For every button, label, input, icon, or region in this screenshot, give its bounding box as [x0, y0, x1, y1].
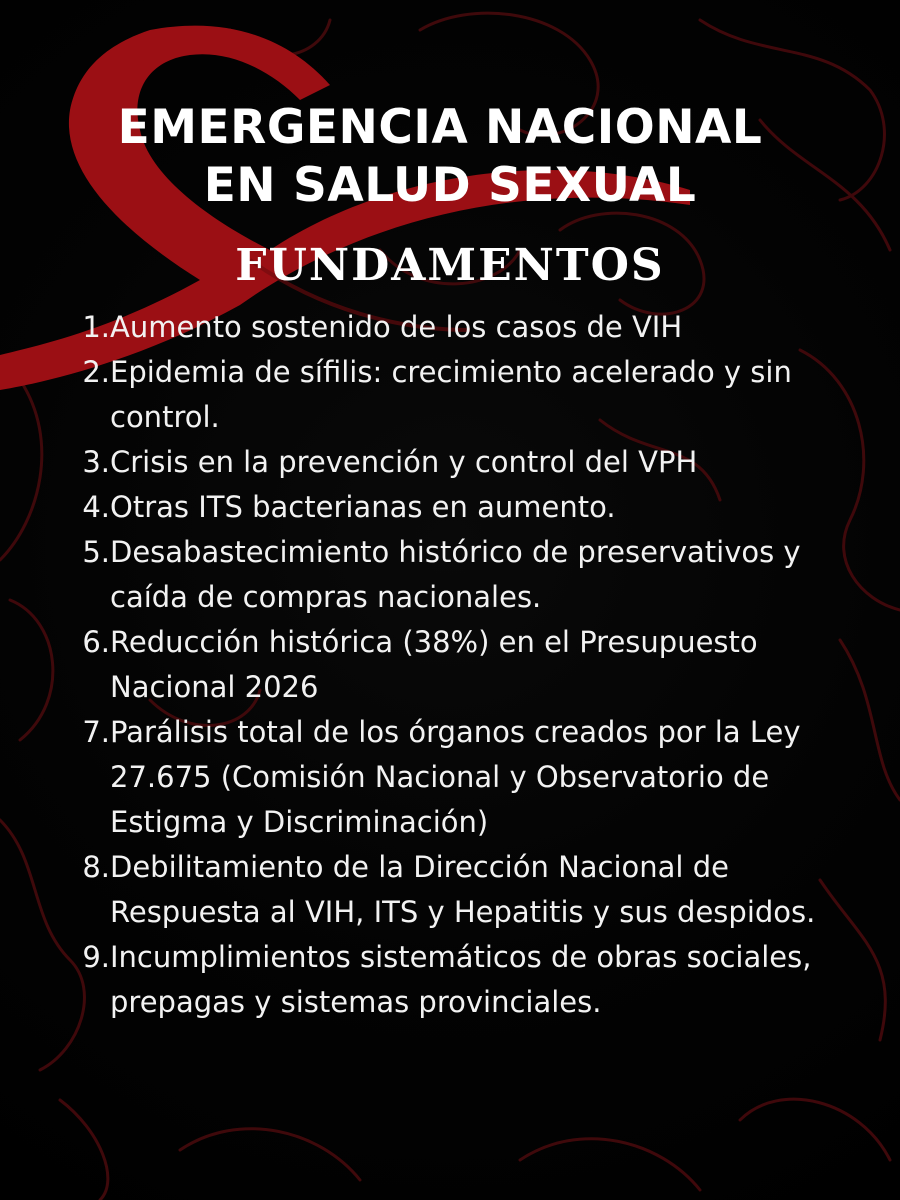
- item-text: Otras ITS bacterianas en aumento.: [110, 490, 616, 524]
- item-text: Crisis en la prevención y control del VPH: [110, 445, 698, 479]
- title-line-2: EN SALUD SEXUAL: [203, 158, 697, 213]
- title-line-1: EMERGENCIA NACIONAL: [117, 100, 763, 155]
- item-number: 1.: [82, 310, 110, 344]
- item-text: Incumplimientos sistemáticos de obras sociales, prepagas y sistemas provinciales.: [110, 940, 812, 1019]
- list-item: [76, 620, 876, 710]
- item-text: Reducción histórica (38%) en el Presupuesto Nacional 2026: [110, 625, 758, 704]
- item-number: 2.: [82, 355, 110, 389]
- item-number: 6.: [82, 625, 110, 659]
- item-text: Aumento sostenido de los casos de VIH: [110, 310, 683, 344]
- item-number: 8.: [82, 850, 110, 884]
- list-item: [76, 305, 876, 350]
- fundamentos-list: [76, 305, 876, 1025]
- item-number: 5.: [82, 535, 110, 569]
- item-number: 9.: [82, 940, 110, 974]
- list-item: [76, 710, 876, 845]
- subtitle: FUNDAMENTOS: [235, 240, 665, 291]
- list-item: [76, 845, 876, 935]
- list-item: [76, 935, 876, 1025]
- list-item: [76, 440, 876, 485]
- item-number: 3.: [82, 445, 110, 479]
- item-text: Debilitamiento de la Dirección Nacional de Respuesta al VIH, ITS y Hepatitis y sus despidos.: [110, 850, 816, 929]
- item-text: Desabastecimiento histórico de preservativos y caída de compras nacionales.: [110, 535, 801, 614]
- item-text: Parálisis total de los órganos creados por la Ley 27.675 (Comisión Nacional y Observatorio de Estigma y Discriminación): [110, 715, 801, 839]
- item-number: 4.: [82, 490, 110, 524]
- list-item: [76, 485, 876, 530]
- list-item: [76, 530, 876, 620]
- item-number: 7.: [82, 715, 110, 749]
- item-text: Epidemia de sífilis: crecimiento acelerado y sin control.: [110, 355, 792, 434]
- list-item: [76, 350, 876, 440]
